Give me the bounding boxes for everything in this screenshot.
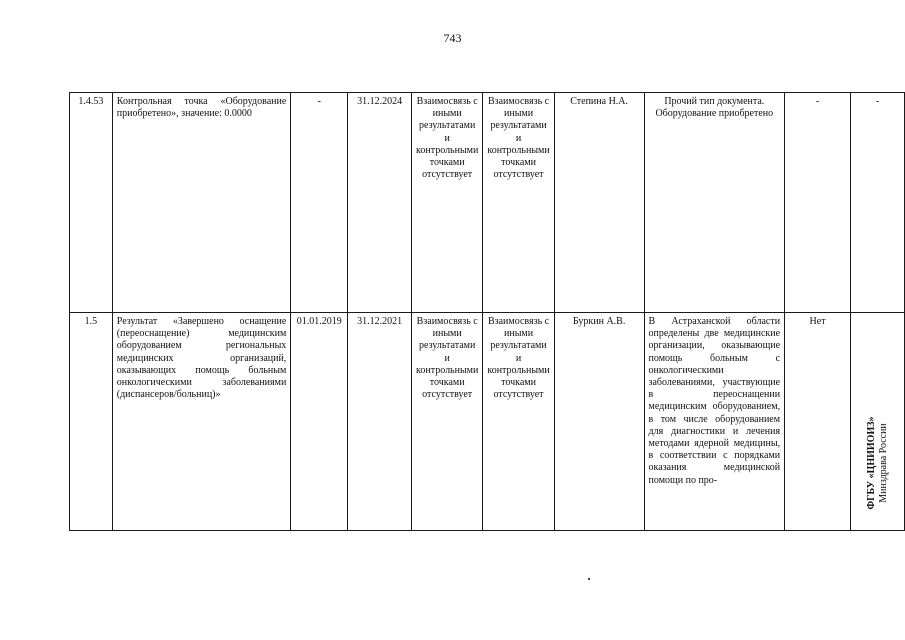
stamp-line-2: Минздрава России [877,423,889,503]
row-successors: Взаимосвязь с иными результатами и контрольными точками отсутствует [483,93,554,313]
row-end-date: 31.12.2024 [348,93,412,313]
stamp-cell [851,313,905,531]
stamp-line-1: ФГБУ «ЦНИИОИЗ» [865,416,877,510]
row-responsible: Буркин А.В. [554,313,644,531]
row-predecessors: Взаимосвязь с иными результатами и контрольными точками отсутствует [412,93,483,313]
row-gis-level: - [785,93,851,313]
watermark-stamp [866,417,890,510]
row-start-date: 01.01.2019 [291,313,348,531]
row-end-date: 31.12.2021 [348,313,412,531]
table-row [70,313,905,531]
row-successors: Взаимосвязь с иными результатами и контрольными точками отсутствует [483,313,554,531]
row-extra: - [851,93,905,313]
row-responsible: Степина Н.А. [554,93,644,313]
row-name: Результат «Завершено оснащение (переоснащение) медицинским оборудованием региональных медицинских организаций, оказывающих помощь больным онкологическими заболеваниями (диспансеров/больниц)» [112,313,291,531]
scan-dot [588,578,590,580]
table-row [70,93,905,313]
row-gis-level: Нет [785,313,851,531]
row-document: Прочий тип документа. Оборудование приобретено [644,93,785,313]
row-start-date: - [291,93,348,313]
row-predecessors: Взаимосвязь с иными результатами и контрольными точками отсутствует [412,313,483,531]
plan-table [69,92,905,531]
page-number: 743 [443,31,462,45]
row-name: Контрольная точка «Оборудование приобретено», значение: 0.0000 [112,93,291,313]
row-number: 1.5 [70,313,113,531]
row-document: В Астраханской области определены две медицинские организации, оказывающие помощь больным с онкологическими заболеваниями, участвующие в переоснащении медицинским оборудованием, в том числе оборудованием для диагностики и лечения методами ядерной медицины, в соответствии с порядками оказания медицинской помощи по про- [644,313,785,531]
row-number: 1.4.53 [70,93,113,313]
